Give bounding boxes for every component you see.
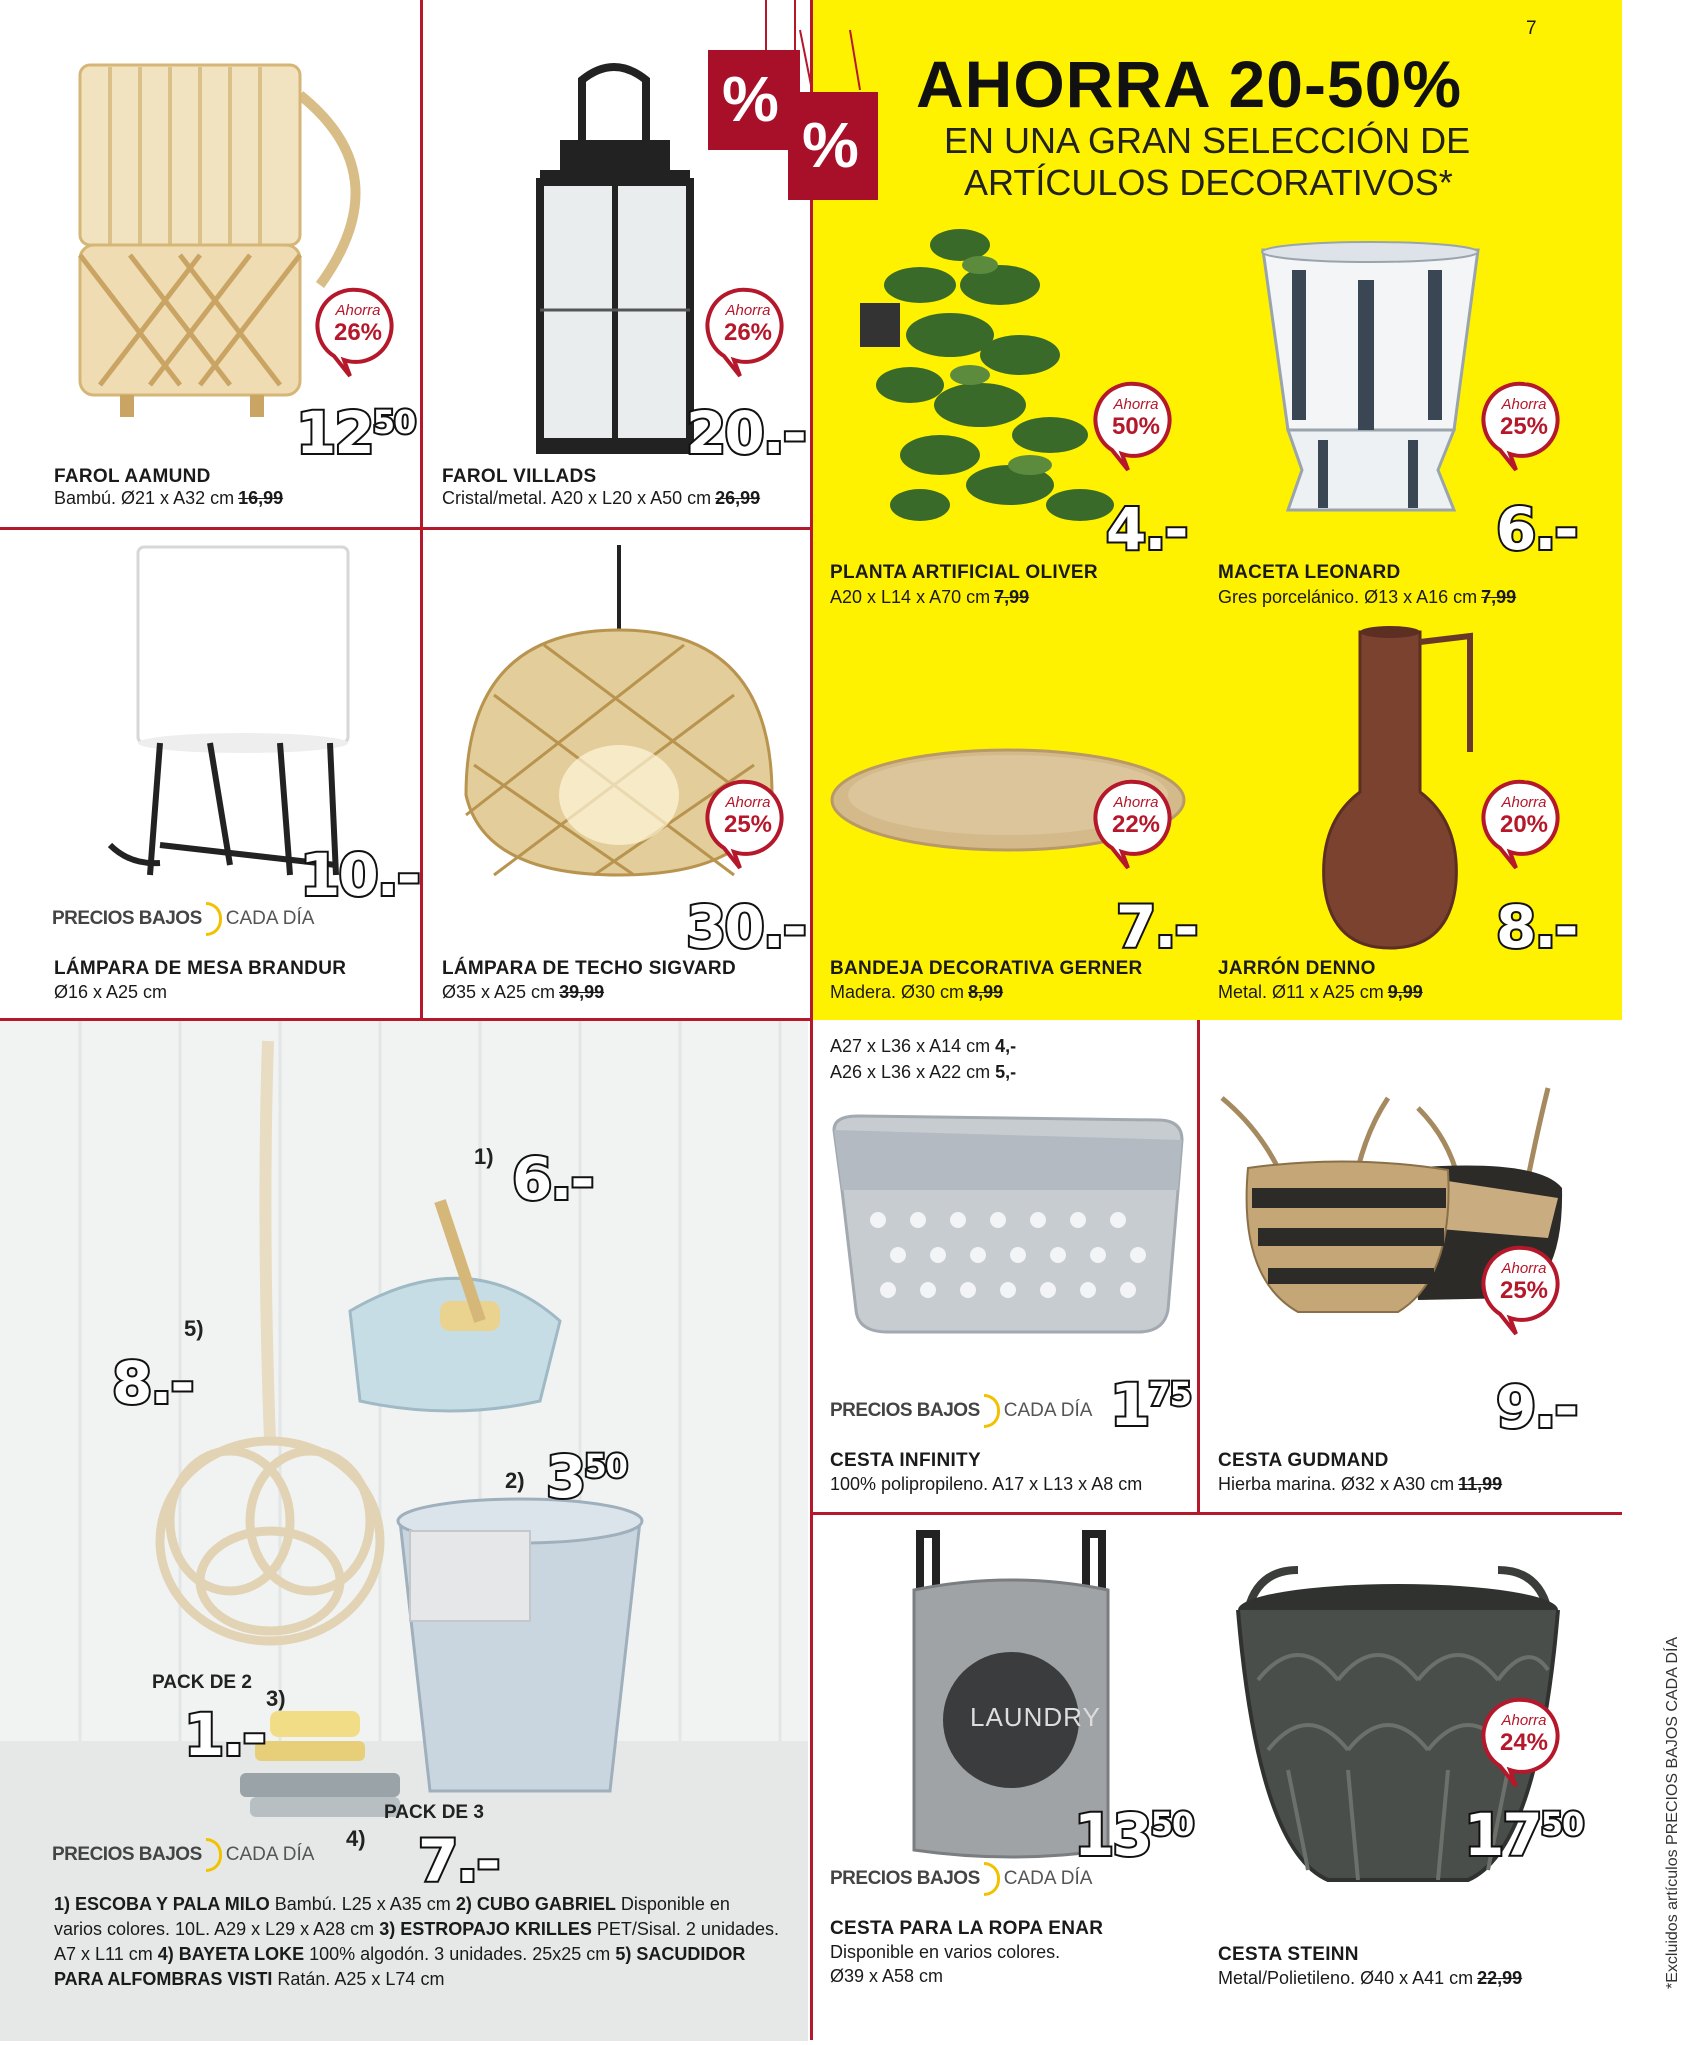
price: 6.- bbox=[512, 1145, 593, 1213]
size-option: A27 x L36 x A14 cm 4,- bbox=[830, 1036, 1017, 1056]
bamboo-lantern-icon bbox=[70, 55, 390, 435]
precios-bajos-logo: PRECIOS BAJOS CADA DÍA bbox=[52, 902, 314, 936]
price: 30.- bbox=[686, 893, 805, 961]
pack-label: PACK DE 2 bbox=[152, 1672, 252, 1693]
savings-badge: Ahorra 26% bbox=[318, 286, 402, 378]
price: $1^{75}$ bbox=[1110, 1371, 1191, 1439]
divider bbox=[1197, 1020, 1200, 1512]
item-number: 2) bbox=[505, 1468, 525, 1493]
product-desc: Cristal/metal. A20 x L20 x A50 cm 26,99 bbox=[442, 488, 761, 508]
product-desc: Ø39 x A58 cm bbox=[830, 1966, 944, 1986]
savings-badge: Ahorra 22% bbox=[1096, 778, 1180, 870]
product-desc: Ø35 x A25 cm 39,99 bbox=[442, 982, 605, 1002]
vase-icon bbox=[1320, 622, 1500, 952]
promo-subtitle-line2: ARTÍCULOS DECORATIVOS* bbox=[964, 162, 1453, 203]
price: 7.- bbox=[418, 1827, 499, 1895]
divider bbox=[810, 1020, 813, 2040]
table-lamp-icon bbox=[100, 545, 360, 885]
product-desc: Metal/Polietileno. Ø40 x A41 cm 22,99 bbox=[1218, 1968, 1523, 1988]
product-name: BANDEJA DECORATIVA GERNER bbox=[830, 958, 1143, 979]
precios-bajos-logo: PRECIOS BAJOS CADA DÍA bbox=[830, 1394, 1092, 1428]
footnote: *Excluidos artículos PRECIOS BAJOS CADA DÍA bbox=[1664, 1636, 1681, 1989]
page-number: 7 bbox=[1526, 18, 1537, 39]
pack-label: PACK DE 3 bbox=[384, 1802, 484, 1823]
product-desc: Hierba marina. Ø32 x A30 cm 11,99 bbox=[1218, 1474, 1503, 1494]
artificial-plant-icon bbox=[850, 205, 1150, 545]
product-desc: 100% polipropileno. A17 x L13 x A8 cm bbox=[830, 1474, 1143, 1494]
product-desc: A20 x L14 x A70 cm 7,99 bbox=[830, 587, 1030, 607]
item-number: 5) bbox=[184, 1316, 204, 1341]
promo-title: AHORRA 20-50% bbox=[916, 47, 1463, 121]
savings-badge: Ahorra 25% bbox=[708, 778, 792, 870]
precios-bajos-logo: PRECIOS BAJOS CADA DÍA bbox=[830, 1862, 1092, 1896]
savings-badge: Ahorra 50% bbox=[1096, 380, 1180, 472]
divider bbox=[0, 527, 810, 530]
price: 9.- bbox=[1496, 1373, 1577, 1441]
product-name: LÁMPARA DE TECHO SIGVARD bbox=[442, 958, 736, 979]
product-name: LÁMPARA DE MESA BRANDUR bbox=[54, 958, 347, 979]
divider bbox=[420, 0, 423, 527]
product-name: PLANTA ARTIFICIAL OLIVER bbox=[830, 562, 1098, 583]
price: 6.- bbox=[1496, 495, 1577, 563]
savings-badge: Ahorra 20% bbox=[1484, 778, 1568, 870]
price: $3^{50}$ bbox=[546, 1443, 627, 1511]
cleaning-scene-icon bbox=[0, 1021, 808, 2040]
item-number: 3) bbox=[266, 1686, 286, 1711]
savings-badge: Ahorra 24% bbox=[1484, 1696, 1568, 1788]
product-desc: Metal. Ø11 x A25 cm 9,99 bbox=[1218, 982, 1423, 1002]
divider bbox=[810, 1512, 1622, 1515]
price: 10.- bbox=[300, 841, 419, 909]
product-desc: Disponible en varios colores. bbox=[830, 1942, 1061, 1962]
promo-subtitle-line1: EN UNA GRAN SELECCIÓN DE bbox=[944, 120, 1471, 161]
product-name: MACETA LEONARD bbox=[1218, 562, 1401, 583]
plastic-basket-icon bbox=[828, 1110, 1188, 1340]
price: 8.- bbox=[112, 1349, 193, 1417]
precios-bajos-logo: PRECIOS BAJOS CADA DÍA bbox=[52, 1838, 314, 1872]
price: 1.- bbox=[184, 1701, 265, 1769]
metal-lantern-icon bbox=[530, 60, 700, 460]
product-desc: Bambú. Ø21 x A32 cm 16,99 bbox=[54, 488, 284, 508]
price: $12^{50}$ bbox=[296, 399, 416, 467]
item-number: 1) bbox=[474, 1144, 494, 1169]
ceramic-pot-icon bbox=[1258, 240, 1488, 520]
product-desc: Gres porcelánico. Ø13 x A16 cm 7,99 bbox=[1218, 587, 1517, 607]
cleaning-description: 1) ESCOBA Y PALA MILO Bambú. L25 x A35 cm 2) CUBO GABRIEL Disponible en varios colores. 10L. A29 x L29 x A28 cm 3) ESTROPAJO KRILLES PET/Sisal. 2 unidades. A7 x L11 cm 4) BAYETA LOKE 100% algodón. 3 unidades. 25x25 cm 5) SACUDIDOR PARA ALFOMBRAS VISTI Ratán. A25 x L74 cm bbox=[54, 1894, 779, 1989]
percent-symbol: % bbox=[802, 109, 859, 181]
price: 7.- bbox=[1116, 893, 1197, 961]
product-name: CESTA GUDMAND bbox=[1218, 1450, 1389, 1471]
product-desc: Ø16 x A25 cm bbox=[54, 982, 168, 1002]
item-number: 4) bbox=[346, 1826, 366, 1851]
savings-badge: Ahorra 25% bbox=[1484, 1244, 1568, 1336]
cleaning-photo-panel bbox=[0, 1021, 808, 2040]
price: 4.- bbox=[1106, 495, 1187, 563]
savings-badge: Ahorra 26% bbox=[708, 286, 792, 378]
laundry-print: LAUNDRY bbox=[970, 1702, 1101, 1732]
percent-tags bbox=[700, 0, 900, 210]
product-name: CESTA PARA LA ROPA ENAR bbox=[830, 1918, 1104, 1939]
product-desc: Madera. Ø30 cm 8,99 bbox=[830, 982, 1004, 1002]
product-name: CESTA INFINITY bbox=[830, 1450, 981, 1471]
price: $13^{50}$ bbox=[1074, 1801, 1194, 1869]
price: 8.- bbox=[1496, 893, 1577, 961]
product-name: FAROL VILLADS bbox=[442, 466, 597, 487]
price: 20.- bbox=[686, 399, 805, 467]
size-option: A26 x L36 x A22 cm 5,- bbox=[830, 1062, 1017, 1082]
percent-symbol: % bbox=[722, 63, 779, 135]
price: $17^{50}$ bbox=[1464, 1801, 1584, 1869]
savings-badge: Ahorra 25% bbox=[1484, 380, 1568, 472]
product-name: FAROL AAMUND bbox=[54, 466, 211, 487]
divider bbox=[420, 527, 423, 1020]
product-name: JARRÓN DENNO bbox=[1218, 958, 1376, 979]
product-name: CESTA STEINN bbox=[1218, 1944, 1359, 1965]
